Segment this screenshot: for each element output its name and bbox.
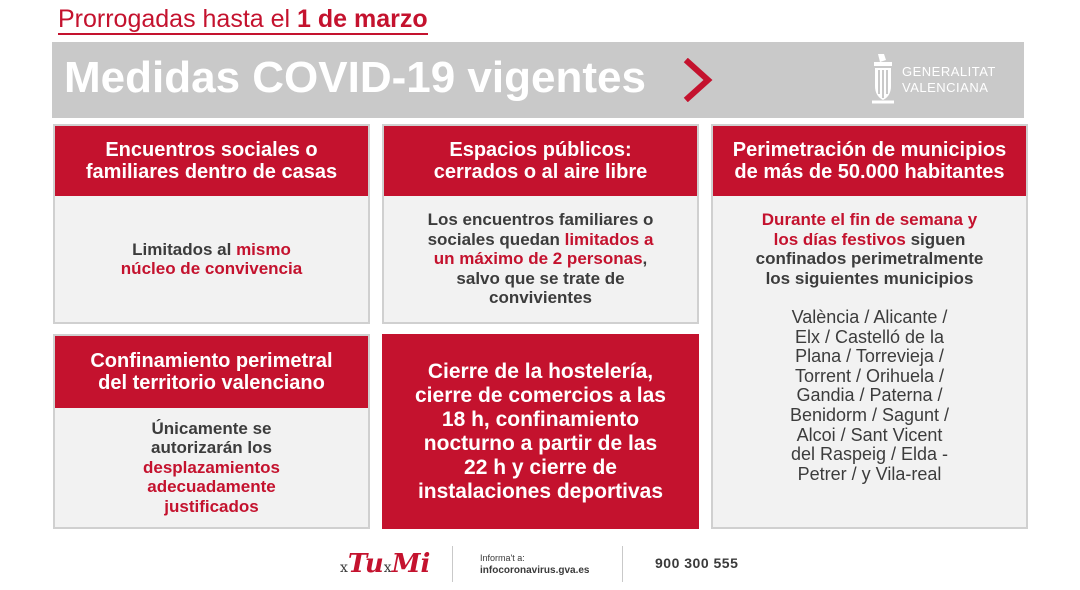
municipality-line: Petrer / y Vila-real	[797, 463, 942, 484]
card-hospitality-closure	[382, 334, 699, 529]
logo-line-2: VALENCIANA	[902, 80, 989, 95]
card-valencian-perimeter	[53, 334, 370, 529]
footer	[0, 540, 1080, 590]
body-text: Únicamente se	[151, 418, 272, 438]
campaign-logo	[340, 544, 430, 588]
municipality-line: Gandia / Paterna /	[796, 385, 943, 406]
phone-number[interactable]: 900 300 555	[655, 555, 739, 571]
card-social-gatherings-title	[55, 126, 368, 196]
body-text: ,	[642, 249, 648, 269]
logo-line-1: GENERALITAT	[902, 64, 996, 79]
body-text: sociales quedan	[427, 229, 565, 249]
campaign-x: x	[383, 560, 392, 576]
info-label: Informa't a:	[480, 553, 525, 563]
chevron-right-icon	[682, 58, 714, 102]
body-highlight: justificados	[164, 496, 259, 516]
campaign-tu: Tu	[347, 549, 384, 579]
closure-line: 18 h, confinamiento	[441, 407, 640, 431]
title-banner	[52, 42, 1024, 118]
campaign-x: x	[340, 560, 348, 576]
title-line: Espacios públicos:	[449, 139, 632, 161]
title-line: Perimetración de municipios	[732, 139, 1007, 161]
generalitat-logo-text	[902, 64, 996, 96]
body-highlight: Durante el fin de semana y	[761, 210, 978, 229]
municipality-line: Benidorm / Sagunt /	[789, 404, 950, 425]
extension-note-prefix: Prorrogadas hasta el	[58, 5, 298, 33]
body-text: convivientes	[489, 288, 592, 308]
title-line: de más de 50.000 habitantes	[734, 161, 1005, 183]
extension-note	[58, 3, 428, 35]
body-highlight: núcleo de convivencia	[120, 259, 303, 278]
body-highlight: adecuadamente	[147, 477, 276, 497]
body-text: confinados perimetralmente	[755, 249, 984, 268]
card-municipal-perimeter	[711, 124, 1028, 529]
municipality-line: Alcoi / Sant Vicent	[796, 424, 943, 445]
card-valencian-perimeter-body	[55, 408, 368, 527]
card-municipal-perimeter-body	[713, 196, 1026, 296]
coat-of-arms-icon	[870, 52, 896, 108]
municipality-line: València / Alicante /	[791, 307, 948, 327]
campaign-mi: Mi	[391, 549, 431, 579]
footer-divider	[622, 546, 623, 582]
municipality-list	[713, 296, 1026, 484]
body-text: Los encuentros familiares o	[427, 210, 654, 230]
card-social-gatherings-body	[55, 196, 368, 322]
title-line: Confinamiento perimetral	[90, 350, 333, 372]
closure-line: nocturno a partir de las	[423, 431, 658, 455]
body-highlight: mismo	[236, 239, 291, 259]
page-title: Medidas COVID-19 vigentes	[64, 53, 646, 102]
title-line: cerrados o al aire libre	[433, 161, 648, 183]
municipality-line: Torrent / Orihuela /	[794, 365, 945, 386]
body-highlight: desplazamientos	[143, 457, 280, 477]
title-line: del territorio valenciano	[98, 372, 325, 394]
closure-line: Cierre de la hostelería,	[427, 359, 654, 383]
closure-line: cierre de comercios a las	[415, 383, 666, 407]
info-url-link[interactable]: infocoronavirus.gva.es	[480, 565, 590, 576]
closure-line: 22 h y cierre de	[464, 455, 617, 479]
card-public-spaces-title	[384, 126, 697, 196]
body-text: siguen	[905, 229, 966, 249]
municipality-line: del Raspeig / Elda -	[790, 444, 949, 465]
body-text: Limitados al	[132, 239, 237, 259]
municipality-line: Elx / Castelló de la	[794, 326, 945, 347]
title-line: familiares dentro de casas	[85, 161, 338, 183]
card-social-gatherings	[53, 124, 370, 324]
body-text: los siguientes municipios	[765, 268, 974, 288]
body-highlight: los días festivos	[773, 229, 906, 249]
title-line: Encuentros sociales o	[105, 139, 318, 161]
body-highlight: limitados a	[564, 229, 654, 249]
card-municipal-perimeter-title	[713, 126, 1026, 196]
card-valencian-perimeter-title	[55, 336, 368, 408]
card-public-spaces-body	[384, 196, 697, 322]
body-text: salvo que se trate de	[456, 268, 625, 288]
extension-note-date: 1 de marzo	[297, 5, 428, 33]
footer-divider	[452, 546, 453, 582]
municipality-line: Plana / Torrevieja /	[795, 346, 944, 367]
card-public-spaces	[382, 124, 699, 324]
closure-line: instalaciones deportivas	[417, 479, 664, 503]
body-text: autorizarán los	[151, 438, 272, 458]
body-highlight: un máximo de 2 personas	[433, 249, 643, 269]
generalitat-logo	[870, 52, 1010, 108]
